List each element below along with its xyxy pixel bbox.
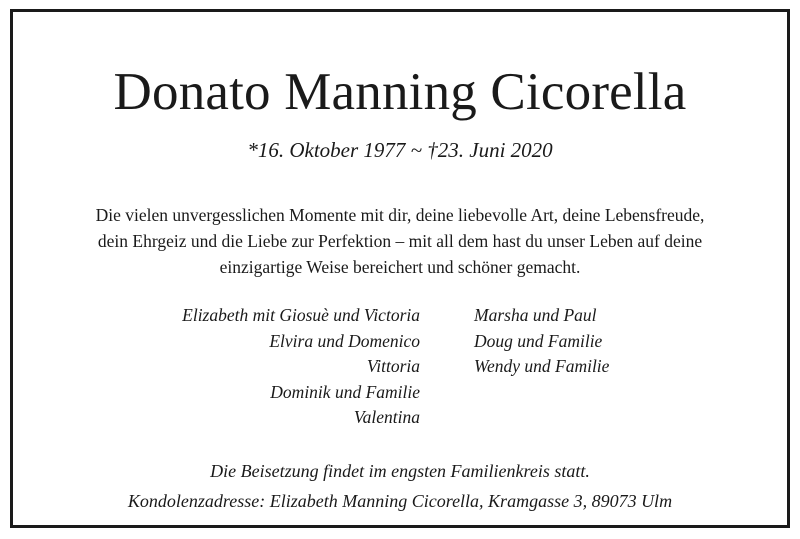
mourner-entry: Marsha und Paul: [474, 305, 597, 325]
birth-death-dates: *16. Oktober 1977 ~ †23. Juni 2020: [247, 138, 553, 162]
mourner-entry: Vittoria: [366, 356, 420, 376]
notice-footer: [0, 456, 800, 516]
mourner-entry: Elizabeth mit Giosuè und Victoria: [182, 305, 420, 325]
memorial-text-line: Die vielen unvergesslichen Momente mit dir, deine liebevolle Art, deine Lebensfreude,: [95, 205, 705, 225]
mourner-entry: Dominik und Familie: [270, 381, 420, 402]
funeral-note: Die Beisetzung findet im engsten Familienkreis statt.: [210, 461, 590, 481]
mourner-entry: Wendy und Familie: [474, 356, 610, 376]
condolence-address: Kondolenzadresse: Elizabeth Manning Cicorella, Kramgasse 3, 89073 Ulm: [127, 491, 673, 511]
mourner-entry: Elvira und Domenico: [269, 330, 420, 351]
mourners-left-column: [182, 303, 420, 431]
memorial-text: [0, 202, 800, 280]
memorial-text-line: einzigartige Weise bereichert und schöner gemacht.: [219, 257, 581, 277]
deceased-name: Donato Manning Cicorella: [113, 63, 687, 121]
mourner-entry: Valentina: [353, 407, 420, 427]
mourner-entry: Doug und Familie: [474, 330, 603, 351]
memorial-text-line: dein Ehrgeiz und die Liebe zur Perfektion – mit all dem hast du unser Leben auf deine: [97, 231, 703, 251]
mourners-right-column: [474, 303, 609, 380]
